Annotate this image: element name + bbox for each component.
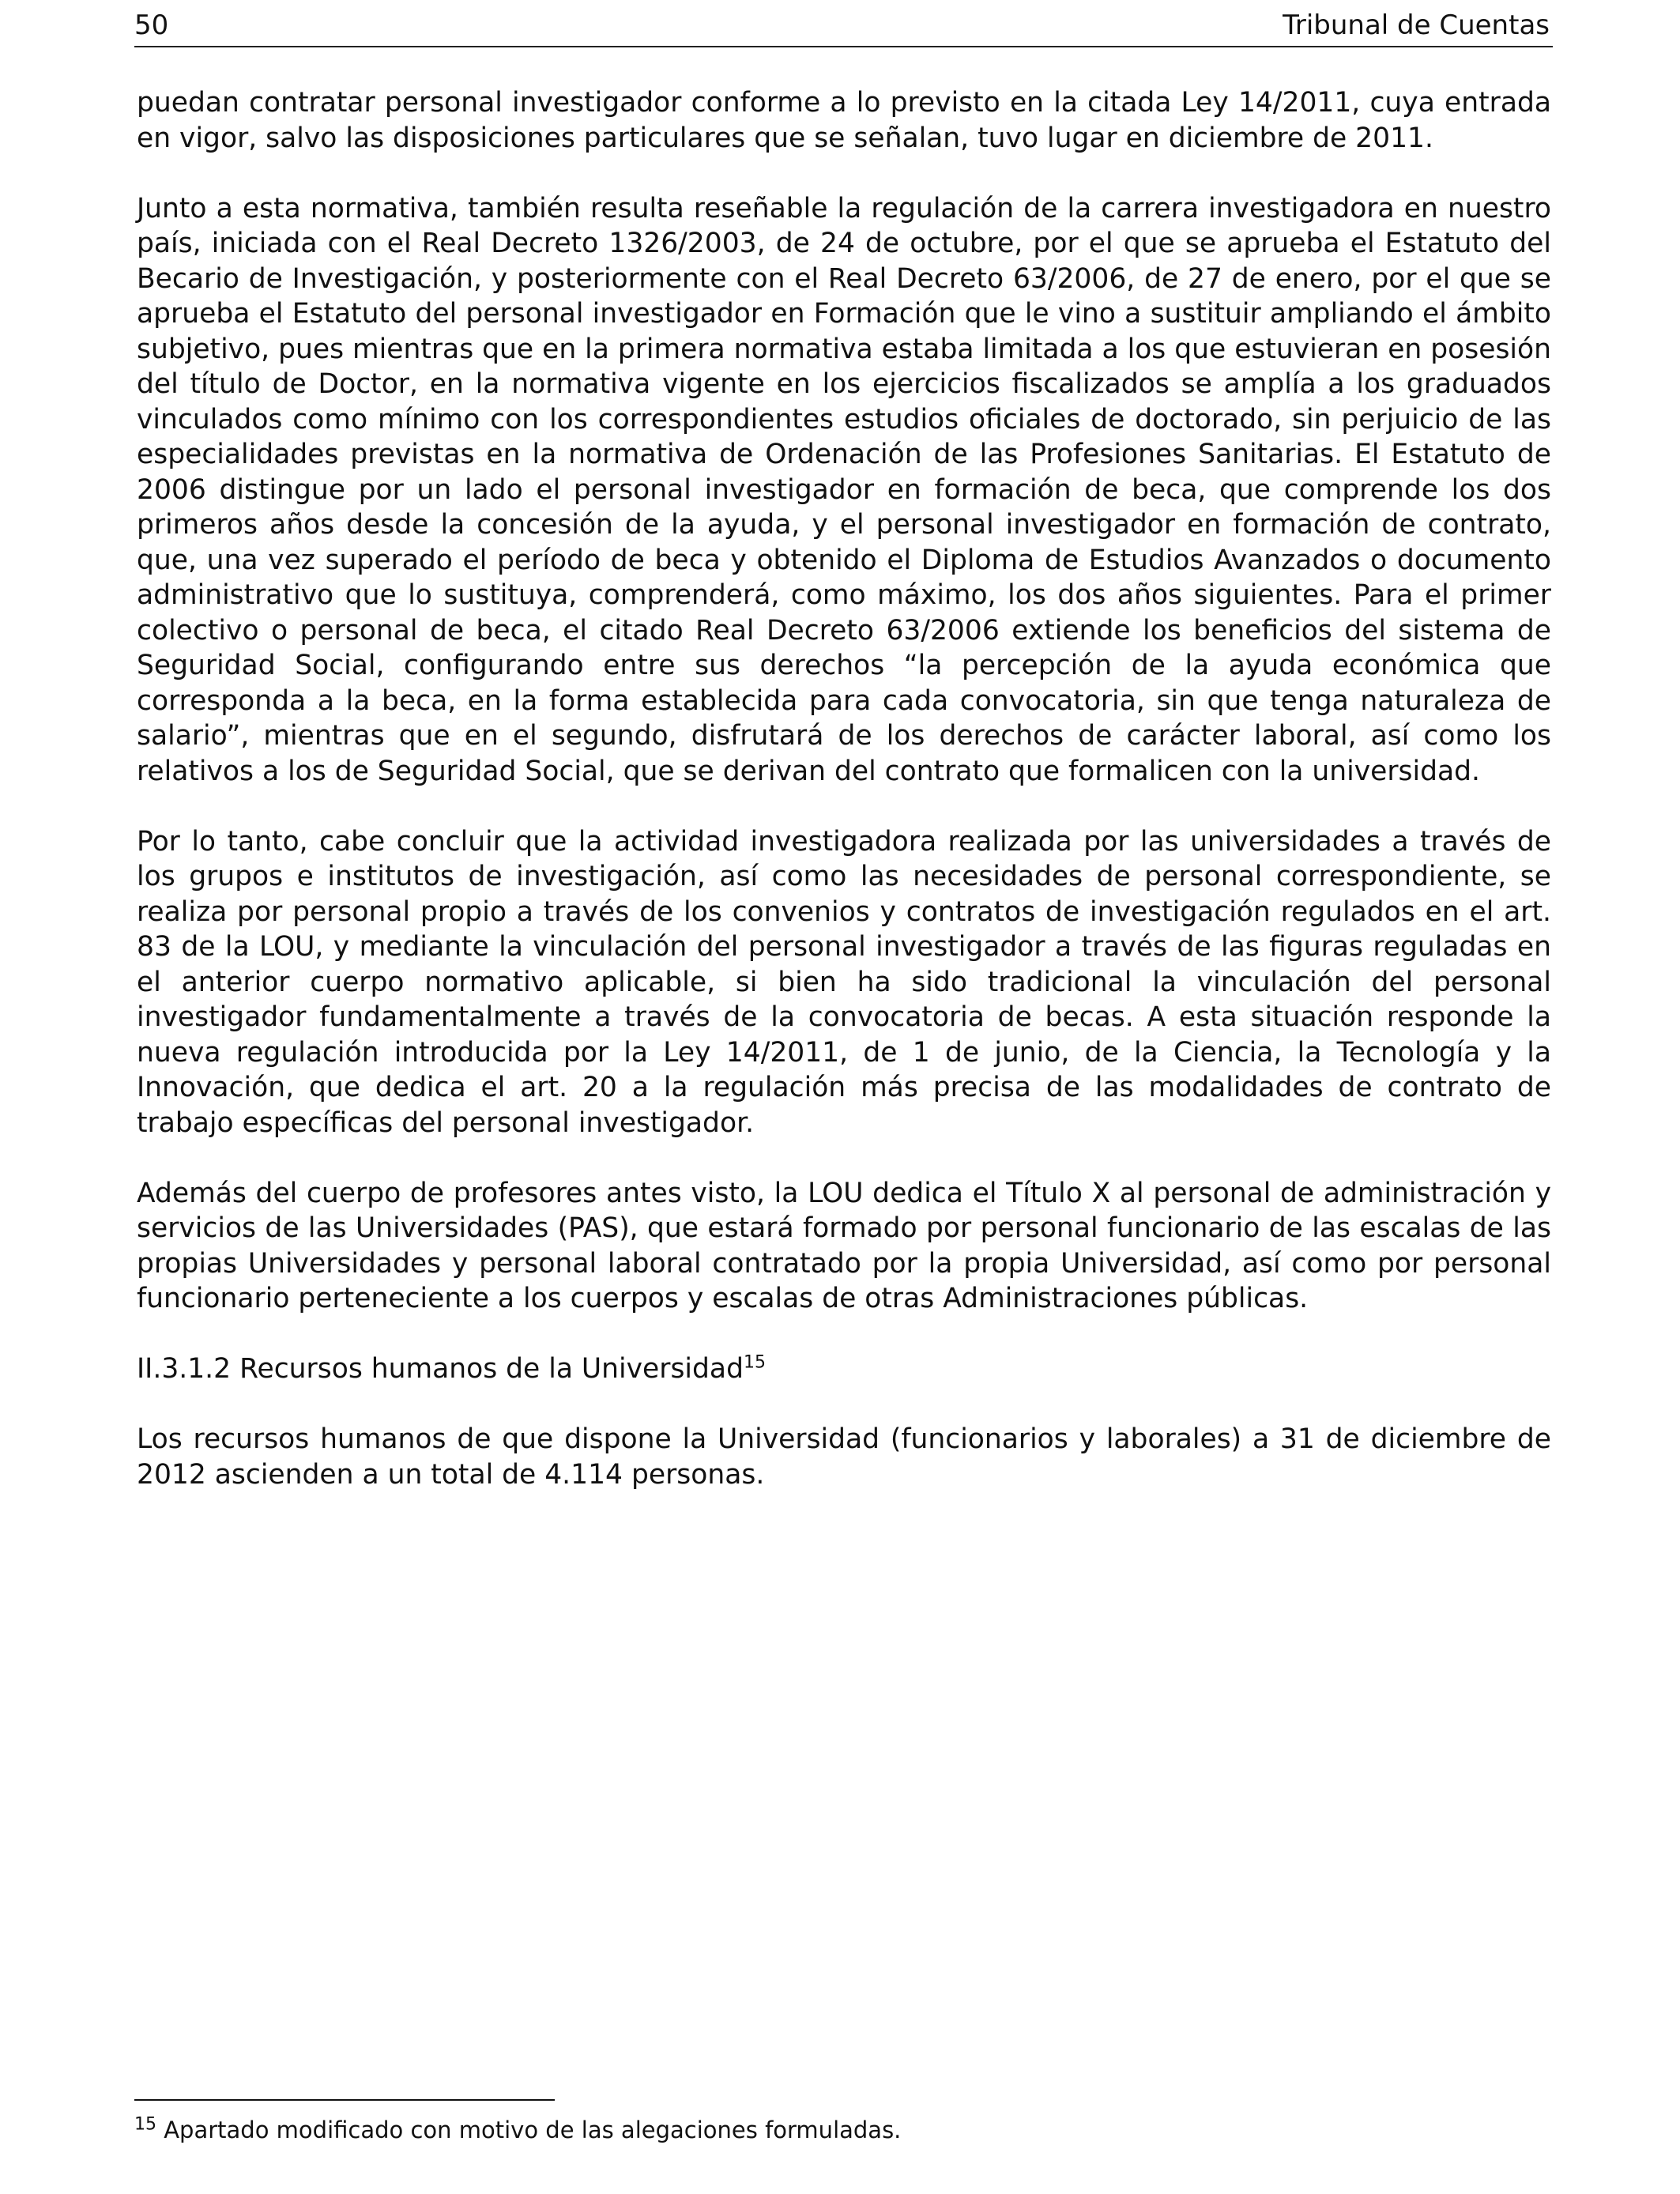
paragraph-1: puedan contratar personal investigador conforme a lo previsto en la citada Ley 14/2011, cuya entrada en vigor, salvo las disposiciones particulares que se señalan, tuvo lugar en diciembre de 2011. [137,87,1551,154]
footnote-separator [134,2099,555,2101]
page-number: 50 [134,9,169,41]
header-title: Tribunal de Cuentas [1283,9,1550,41]
paragraph-3: Por lo tanto, cabe concluir que la actividad investigadora realizada por las universidades a través de los grupos e institutos de investigación, así como las necesidades de personal correspondiente, se realiza por personal propio a través de los convenios y contratos de investigación regulados en el art. 83 de la LOU, y mediante la vinculación del personal investigador a través de las figuras reguladas en el anterior cuerpo normativo aplicable, si bien ha sido tradicional la vinculación del personal investigador fundamentalmente a través de la convocatoria de becas. A esta situación responde la nueva regulación introducida por la Ley 14/2011, de 1 de junio, de la Ciencia, la Tecnología y la Innovación, que dedica el art. 20 a la regulación más precisa de las modalidades de contrato de trabajo específicas del personal investigador. [137,825,1551,1139]
paragraph-4: Además del cuerpo de profesores antes visto, la LOU dedica el Título X al personal de administración y servicios de las Universidades (PAS), que estará formado por personal funcionario de las escalas de las propias Universidades y personal laboral contratado por la propia Universidad, así como por personal funcionario perteneciente a los cuerpos y escalas de otras Administraciones públicas. [137,1177,1551,1314]
section-heading-text: II.3.1.2 Recursos humanos de la Universidad [137,1353,744,1385]
footnote [134,2114,901,2146]
paragraph-2: Junto a esta normativa, también resulta reseñable la regulación de la carrera investigadora en nuestro país, iniciada con el Real Decreto 1326/2003, de 24 de octubre, por el que se aprueba el Estatuto del Becario de Investigación, y posteriormente con el Real Decreto 63/2006, de 27 de enero, por el que se aprueba el Estatuto del personal investigador en Formación que le vino a sustituir ampliando el ámbito subjetivo, pues mientras que en la primera normativa estaba limitada a los que estuvieran en posesión del título de Doctor, en la normativa vigente en los ejercicios fiscalizados se amplía a los graduados vinculados como mínimo con los correspondientes estudios oficiales de doctorado, sin perjuicio de las especialidades previstas en la normativa de Ordenación de las Profesiones Sanitarias. El Estatuto de 2006 distingue por un lado el personal investigador en formación de beca, que comprende los dos primeros años desde la concesión de la ayuda, y el personal investigador en formación de contrato, que, una vez superado el período de beca y obtenido el Diploma de Estudios Avanzados o documento administrativo que lo sustituya, comprenderá, como máximo, los dos años siguientes. Para el primer colectivo o personal de beca, el citado Real Decreto 63/2006 extiende los beneficios del sistema de Seguridad Social, configurando entre sus derechos “la percepción de la ayuda económica que corresponda a la beca, en la forma establecida para cada convocatoria, sin que tenga naturaleza de salario”, mientras que en el segundo, disfrutará de los derechos de carácter laboral, así como los relativos a los de Seguridad Social, que se derivan del contrato que formalicen con la universidad. [137,192,1551,787]
page-header [134,6,1553,47]
paragraph-5: Los recursos humanos de que dispone la Universidad (funcionarios y laborales) a 31 de diciembre de 2012 ascienden a un total de 4.114 personas. [137,1423,1551,1491]
footnote-text: Apartado modificado con motivo de las alegaciones formuladas. [156,2117,902,2143]
section-heading [137,1351,1551,1387]
footnote-reference[interactable]: 15 [743,1352,766,1373]
footnote-number: 15 [134,2114,156,2135]
document-body [137,85,1551,1528]
